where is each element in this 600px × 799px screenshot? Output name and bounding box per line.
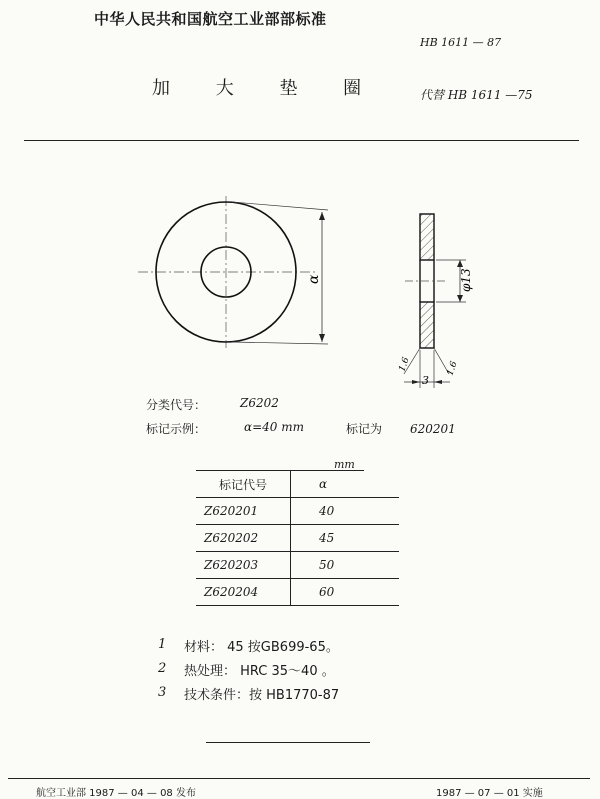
row-code: Z620204 (196, 579, 291, 606)
table-row (196, 498, 399, 525)
chamfer-right-label: 1.6 (445, 360, 460, 378)
marking-example-value: α=40 mm (244, 420, 304, 434)
standard-number: HB 1611 — 87 (420, 36, 502, 49)
washer-front-view (138, 196, 328, 348)
end-rule (206, 742, 370, 743)
row-value: 40 (291, 498, 400, 525)
header-mark-code: 标记代号 (196, 471, 291, 498)
size-table (196, 471, 399, 606)
note-technical-conditions: 技术条件：按 HB1770-87 (184, 688, 340, 703)
classification-code-value: Z6202 (240, 396, 279, 410)
note-number: 3 (158, 685, 167, 700)
thickness-label: 3 (422, 374, 429, 387)
mark-as-label: 标记为 (346, 422, 383, 436)
replaces-standard: 代替 HB 1611 —75 (420, 88, 533, 102)
table-row (196, 525, 399, 552)
note-heat-treatment: 热处理： HRC 35～40 。 (184, 664, 335, 679)
row-value: 45 (291, 525, 400, 552)
note-number: 1 (158, 637, 167, 652)
row-value: 50 (291, 552, 400, 579)
chamfer-left-label: 1.6 (397, 356, 412, 374)
note-material: 材料： 45 按GB699-65。 (184, 640, 339, 655)
organization-header: 中华人民共和国航空工业部部标准 (94, 10, 327, 28)
row-code: Z620202 (196, 525, 291, 552)
row-value: 60 (291, 579, 400, 606)
footer-divider (8, 778, 590, 779)
row-code: Z620203 (196, 552, 291, 579)
hole-dim-label: φ13 (459, 268, 473, 292)
page-title: 加 大 垫 圈 (152, 78, 382, 99)
marking-example-label: 标记示例： (146, 422, 207, 436)
table-unit: mm (334, 458, 355, 471)
table-header-row (196, 471, 399, 498)
note-number: 2 (158, 661, 167, 676)
washer-side-view (404, 214, 466, 388)
footer-issued: 航空工业部 1987 — 04 — 08 发布 (36, 788, 196, 799)
row-code: Z620201 (196, 498, 291, 525)
table-row (196, 552, 399, 579)
header-alpha: α (291, 471, 400, 498)
footer-effective: 1987 — 07 — 01 实施 (436, 788, 543, 799)
table-row (196, 579, 399, 606)
mark-as-value: 620201 (410, 422, 456, 436)
diameter-dim-label: α (306, 274, 322, 284)
classification-code-label: 分类代号： (146, 398, 207, 412)
